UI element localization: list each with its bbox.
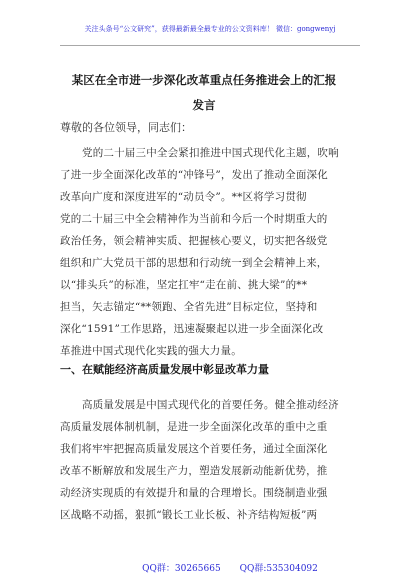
paragraph-line: 我们将牢牢把握高质量发展这个首要任务，通过全面深化 — [60, 443, 328, 455]
paragraph-line: 革推进中国式现代化实践的强大力量。 — [60, 345, 242, 357]
header-divider — [60, 45, 360, 46]
paragraph-line: 深化“1591”工作思路，迅速凝聚起以进一步全面深化改 — [60, 323, 324, 335]
paragraph-line: 担当，矢志锚定“**领跑、全省先进”目标定位，坚持和 — [60, 301, 318, 313]
footer-contact — [130, 561, 330, 574]
paragraph-line: 以“排头兵”的标准，坚定扛牢“走在前、挑大梁”的** — [60, 279, 308, 291]
salutation: 尊敬的各位领导，同志们： — [60, 121, 192, 134]
footer-qq-group-2: QQ群:535304092 — [239, 564, 318, 574]
document-title — [58, 68, 350, 118]
paragraph-1 — [60, 142, 360, 362]
title-line: 某区在全市进一步深化改革重点任务推进会上的汇报 — [71, 73, 337, 87]
paragraph-line: 高质量发展体制机制，是进一步全面深化改革的重中之重 — [60, 421, 328, 433]
section-heading: 一、在赋能经济高质量发展中彰显改革力量 — [60, 363, 269, 376]
paragraph-line: 政治任务，领会精神实质、把握核心要义，切实把各级党 — [60, 235, 328, 247]
paragraph-line: 区战略不动摇，狠抓“锻长工业长板、补齐结构短板”两 — [60, 509, 318, 521]
paragraph-line: 了进一步全面深化改革的“冲锋号”，发出了推动全面深化 — [60, 169, 328, 181]
paragraph-line: 改革不断解放和发展生产力，塑造发展新动能新优势，推 — [60, 465, 328, 477]
paragraph-line: 党的二十届三中全会精神作为当前和今后一个时期重大的 — [60, 213, 328, 225]
title-line: 发言 — [192, 98, 216, 112]
paragraph-2 — [60, 394, 360, 526]
paragraph-line: 组织和广大党员干部的思想和行动统一到全会精神上来， — [60, 257, 328, 269]
paragraph-line: 党的二十届三中全会紧扣推进中国式现代化主题，吹响 — [82, 147, 339, 159]
paragraph-line: 动经济实现质的有效提升和量的合理增长。围绕制造业强 — [60, 487, 328, 499]
header-note: 关注头条号“公文研究”，获得最新最全最专业的公文资料库！ 微信：gongwenyj — [84, 25, 336, 33]
paragraph-line: 改革向广度和深度进军的“动员令”。**区将学习贯彻 — [60, 191, 307, 203]
paragraph-line: 高质量发展是中国式现代化的首要任务。健全推动经济 — [82, 399, 339, 411]
footer-qq-group-1: QQ群：30265665 — [142, 564, 221, 574]
